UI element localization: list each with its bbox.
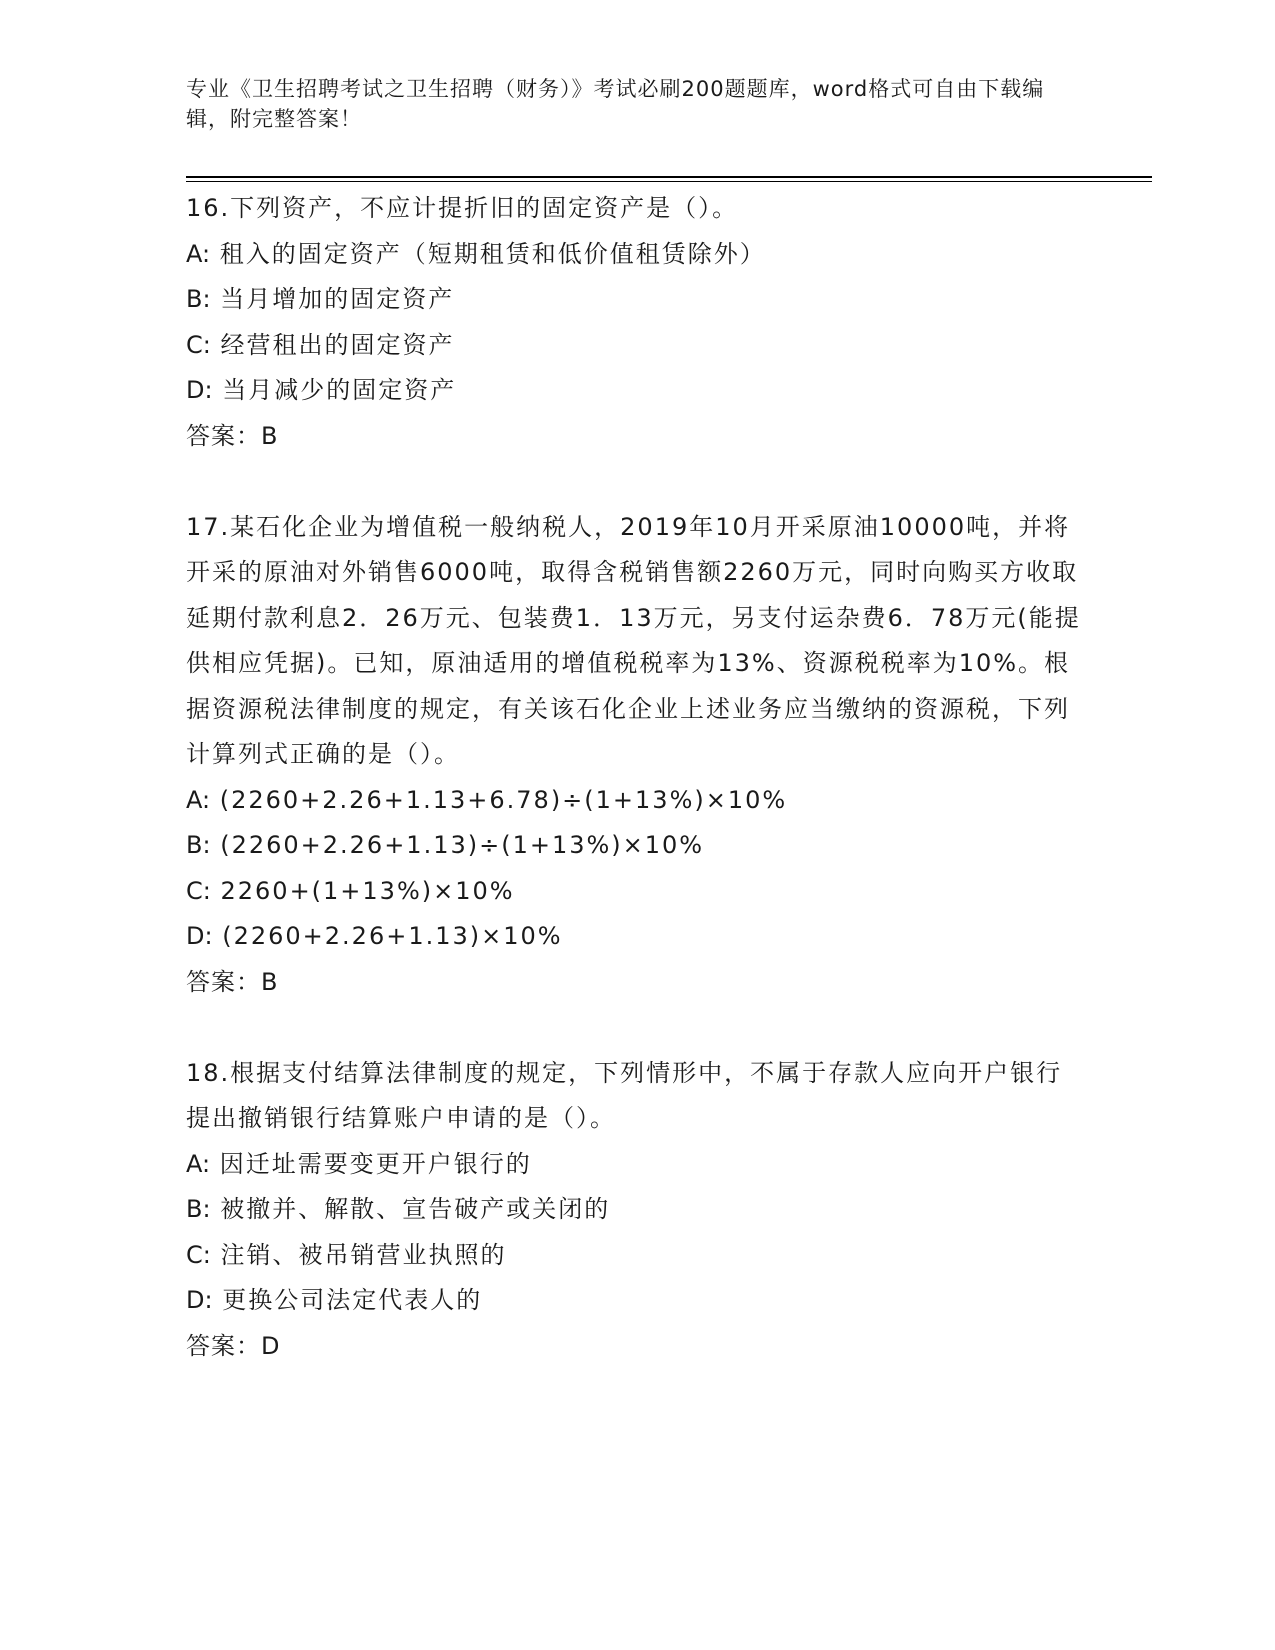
question-gap — [186, 459, 1086, 505]
question-stem: 18.根据支付结算法律制度的规定，下列情形中，不属于存款人应向开户银行提出撤销银行结算账户申请的是（）。 — [186, 1058, 1063, 1132]
option-text: (2260+2.26+1.13+6.78)÷(1+13%)×10% — [219, 785, 788, 814]
option-text: 租入的固定资产（短期租赁和低价值租赁除外） — [219, 239, 766, 268]
option-letter: D: — [186, 376, 213, 404]
option-text: 经营租出的固定资产 — [220, 330, 455, 359]
option-a — [186, 1142, 1086, 1188]
option-letter: C: — [186, 330, 211, 359]
option-text: 当月减少的固定资产 — [222, 376, 457, 404]
option-letter: C: — [186, 1240, 211, 1269]
option-letter: B: — [186, 1195, 211, 1223]
header-rule-thin — [186, 181, 1152, 182]
answer-line: 答案：D — [186, 1331, 281, 1360]
option-letter: D: — [186, 1286, 213, 1314]
option-letter: A: — [186, 785, 211, 814]
question-17 — [186, 505, 1086, 1006]
question-stem: 17.某石化企业为增值税一般纳税人，2019年10月开采原油10000吨，并将开采的原油对外销售6000吨，取得含税销售额2260万元，同时向购买方收取延期付款利息2．26万元、包装费1．13万元，另支付运杂费6．78万元(能提供相应凭据)。已知，原油适用的增值税税率为13%、资源税税率为10%。根据资源税法律制度的规定，有关该石化企业上述业务应当缴纳的资源税，下列计算列式正确的是（）。 — [186, 512, 1081, 768]
option-text: 注销、被吊销营业执照的 — [220, 1240, 507, 1269]
option-letter: B: — [186, 831, 211, 859]
answer-line: 答案：B — [186, 967, 279, 996]
question-gap — [186, 1005, 1086, 1051]
question-18 — [186, 1051, 1086, 1370]
option-text: (2260+2.26+1.13)÷(1+13%)×10% — [220, 831, 705, 859]
option-a — [186, 778, 1086, 824]
question-list — [186, 186, 1086, 1369]
option-b — [186, 1187, 1086, 1233]
option-d — [186, 1278, 1086, 1324]
option-letter: D: — [186, 922, 213, 950]
option-text: 被撤并、解散、宣告破产或关闭的 — [220, 1195, 611, 1223]
option-text: 2260+(1+13%)×10% — [220, 876, 515, 905]
question-16 — [186, 186, 1086, 459]
answer-line: 答案：B — [186, 421, 279, 450]
option-text: 当月增加的固定资产 — [220, 285, 455, 313]
option-b — [186, 823, 1086, 869]
option-letter: B: — [186, 285, 211, 313]
option-text: 更换公司法定代表人的 — [222, 1286, 483, 1314]
option-d — [186, 368, 1086, 414]
option-text: 因迁址需要变更开户银行的 — [219, 1149, 532, 1178]
option-letter: A: — [186, 1149, 211, 1178]
option-d — [186, 914, 1086, 960]
option-letter: A: — [186, 239, 211, 268]
document-header: 专业《卫生招聘考试之卫生招聘（财务）》考试必刷200题题库，word格式可自由下载编辑，附完整答案！ — [186, 77, 1045, 131]
question-stem: 16.下列资产，不应计提折旧的固定资产是（）。 — [186, 194, 739, 222]
option-text: (2260+2.26+1.13)×10% — [222, 922, 563, 950]
option-c — [186, 869, 1086, 915]
header-rule — [186, 176, 1152, 178]
option-b — [186, 277, 1086, 323]
option-c — [186, 323, 1086, 369]
option-c — [186, 1233, 1086, 1279]
option-a — [186, 232, 1086, 278]
option-letter: C: — [186, 876, 211, 905]
